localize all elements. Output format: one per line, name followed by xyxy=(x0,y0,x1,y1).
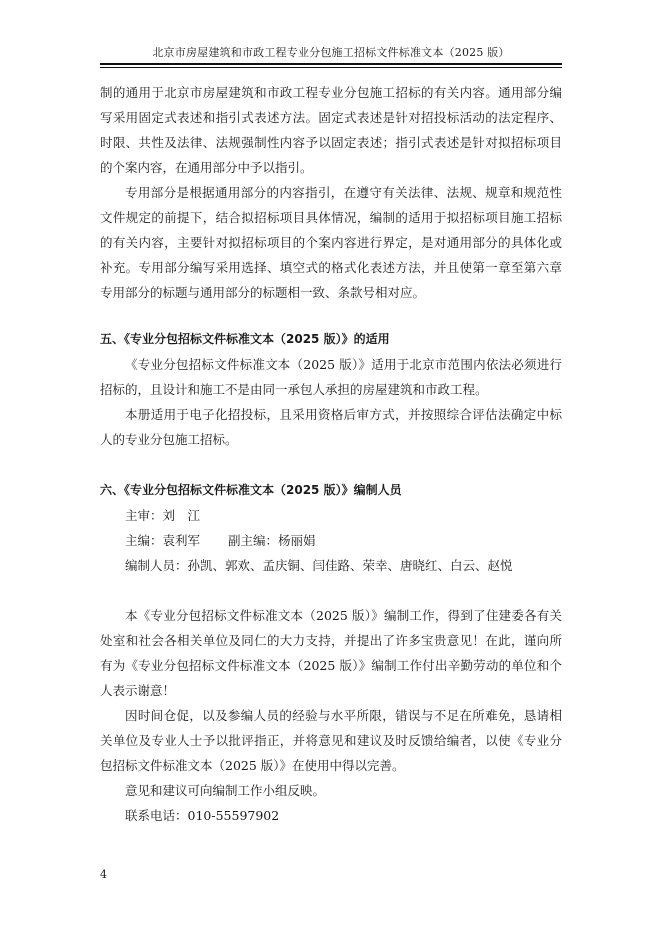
document-body xyxy=(100,80,562,828)
header-rule-thick xyxy=(100,63,562,65)
chief-editor: 主编：袁利军 xyxy=(125,533,201,548)
closing-paragraph-3: 意见和建议可向编制工作小组反映。 xyxy=(125,783,326,798)
section5-heading: 五、《专业分包招标文件标准文本（2025 版）》的适用 xyxy=(100,332,390,346)
section5-paragraph-1: 《专业分包招标文件标准文本（2025 版）》适用于北京市范围内依法必须进行招标的，且设计和施工不是由同一承包人承担的房屋建筑和市政工程。 xyxy=(100,357,562,397)
editor-line xyxy=(100,528,562,553)
header-rule-thin xyxy=(100,67,562,68)
chief-reviewer: 主审：刘 江 xyxy=(125,508,201,523)
deputy-editor: 副主编：杨丽娟 xyxy=(228,533,316,548)
intro-paragraph-1: 制的通用于北京市房屋建筑和市政工程专业分包施工招标的有关内容。通用部分编写采用固定式表述和指引式表述方法。固定式表述是针对招投标活动的法定程序、时限、共性及法律、法规强制性内容予以固定表述；指引式表述是针对拟招标项目的个案内容，在通用部分中予以指引。 xyxy=(100,85,562,175)
contact-phone: 联系电话：010-55597902 xyxy=(125,808,280,823)
intro-paragraph-2: 专用部分是根据通用部分的内容指引，在遵守有关法律、法规、规章和规范性文件规定的前提下，结合拟招标项目具体情况，编制的适用于拟招标项目施工招标的有关内容，主要针对拟招标项目的个案内容进行界定，是对通用部分的具体化或补充。专用部分编写采用选择、填空式的格式化表述方法，并且使第一章至第六章专用部分的标题与通用部分的标题相一致、条款号相对应。 xyxy=(100,185,562,300)
editors-list: 编制人员：孙凯、郭欢、孟庆铜、闫佳路、荣幸、唐晓红、白云、赵悦 xyxy=(125,558,513,573)
page-header: 北京市房屋建筑和市政工程专业分包施工招标文件标准文本（2025 版） xyxy=(152,46,510,59)
section6-heading: 六、《专业分包招标文件标准文本（2025 版）》编制人员 xyxy=(100,483,402,497)
section5-paragraph-2: 本册适用于电子化招投标，且采用资格后审方式，并按照综合评估法确定中标人的专业分包施工招标。 xyxy=(100,407,562,447)
closing-paragraph-1: 本《专业分包招标文件标准文本（2025 版）》编制工作，得到了住建委各有关处室和社会各相关单位及同仁的大力支持，并提出了许多宝贵意见！在此，谨向所有为《专业分包招标文件标准文本（2025 版）》编制工作付出辛勤劳动的单位和个人表示谢意！ xyxy=(100,608,562,698)
closing-paragraph-2: 因时间仓促，以及参编人员的经验与水平所限，错误与不足在所难免，恳请相关单位及专业人士予以批评指正，并将意见和建议及时反馈给编者，以使《专业分包招标文件标准文本（2025 版）》在使用中得以完善。 xyxy=(100,708,562,773)
page-number: 4 xyxy=(100,868,107,881)
